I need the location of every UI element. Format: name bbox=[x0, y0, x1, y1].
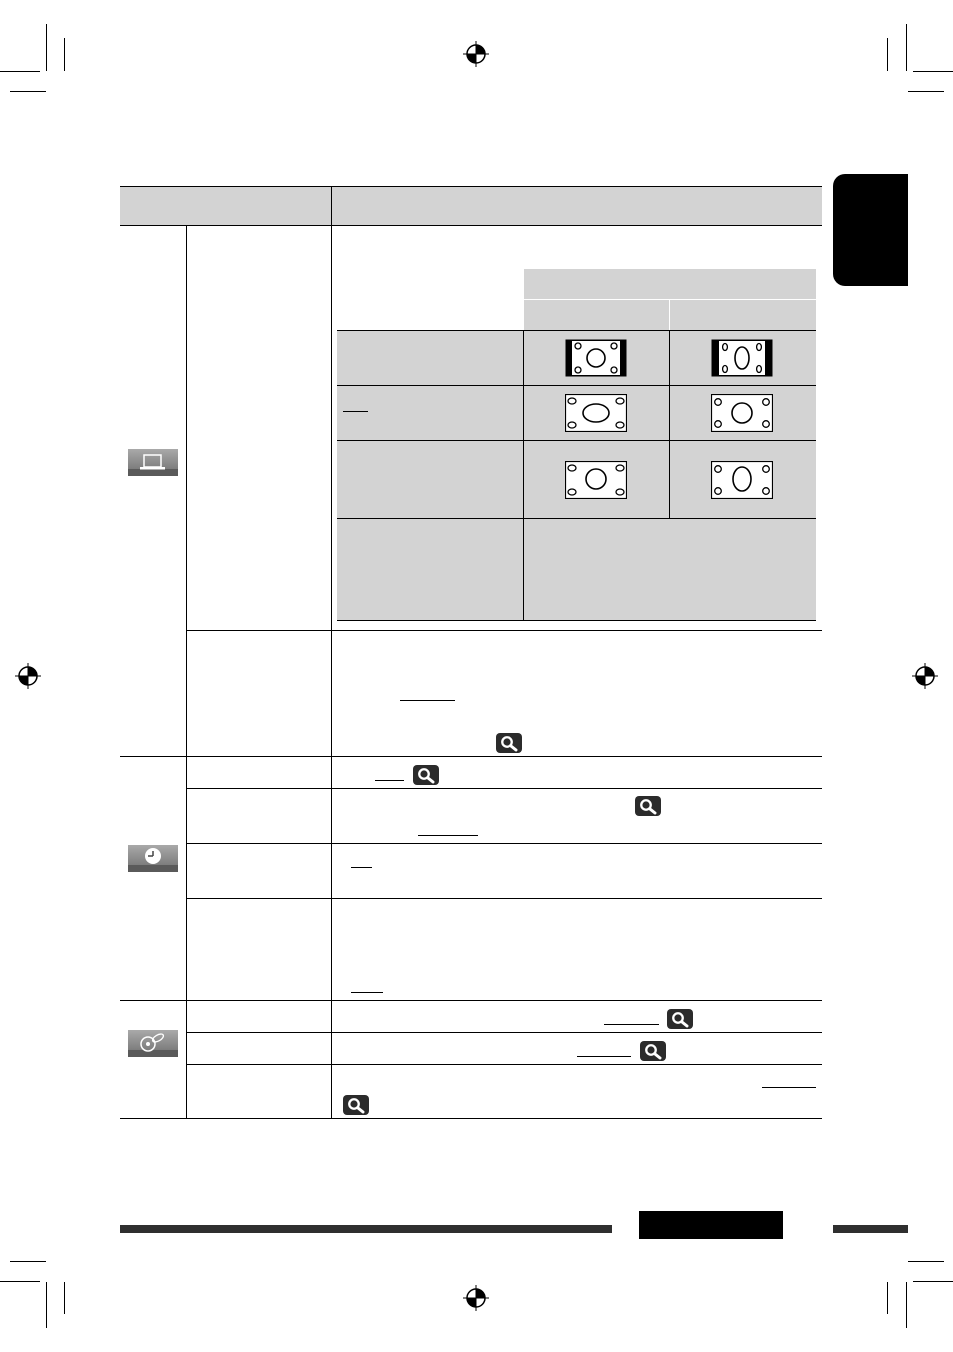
underline bbox=[418, 835, 478, 836]
subtable-divider bbox=[337, 385, 816, 386]
crop-mark bbox=[46, 24, 47, 71]
footer-bar bbox=[833, 1225, 908, 1233]
underline bbox=[577, 1056, 631, 1057]
screen-mode-icon bbox=[711, 339, 773, 377]
screen-mode-icon bbox=[711, 461, 773, 499]
table-divider bbox=[120, 225, 822, 226]
magnifier-icon bbox=[635, 796, 661, 816]
magnifier-icon bbox=[413, 765, 439, 785]
subtable-divider bbox=[524, 299, 816, 300]
crop-mark bbox=[906, 24, 907, 71]
underline bbox=[351, 992, 383, 993]
subtable-divider bbox=[669, 299, 670, 330]
subtable-divider bbox=[337, 330, 816, 331]
crop-mark bbox=[887, 38, 888, 71]
screen-mode-icon bbox=[565, 461, 627, 499]
subtable-divider bbox=[337, 518, 816, 519]
magnifier-icon bbox=[496, 733, 522, 753]
crop-mark bbox=[64, 38, 65, 71]
subtable-divider bbox=[669, 330, 670, 518]
crop-mark bbox=[908, 1261, 944, 1262]
underline bbox=[343, 411, 368, 412]
table-divider bbox=[186, 898, 822, 899]
subtable-divider bbox=[337, 440, 816, 441]
crop-mark bbox=[913, 71, 953, 72]
subtable-divider bbox=[524, 268, 816, 269]
table-divider bbox=[186, 843, 822, 844]
underline bbox=[762, 1087, 816, 1088]
crosshair-registration-icon bbox=[912, 663, 938, 689]
subtable-divider bbox=[337, 620, 816, 621]
table-divider bbox=[186, 788, 822, 789]
crop-mark bbox=[10, 1261, 46, 1262]
clock-menu-icon bbox=[128, 845, 178, 872]
disc-menu-icon bbox=[128, 1030, 178, 1057]
underline bbox=[400, 700, 455, 701]
underline bbox=[351, 867, 372, 868]
table-divider bbox=[186, 630, 822, 631]
table-divider bbox=[120, 186, 822, 187]
table-divider bbox=[120, 1000, 822, 1001]
table-divider bbox=[186, 225, 187, 1119]
crosshair-registration-icon bbox=[15, 663, 41, 689]
crop-mark bbox=[0, 71, 40, 72]
subtable-divider bbox=[523, 330, 524, 620]
crop-mark bbox=[887, 1282, 888, 1314]
crop-mark bbox=[0, 1281, 40, 1282]
footer-bar bbox=[120, 1225, 612, 1233]
page-number-box bbox=[639, 1211, 783, 1239]
magnifier-icon bbox=[667, 1009, 693, 1029]
table-divider bbox=[186, 1032, 822, 1033]
crop-mark bbox=[46, 1282, 47, 1328]
screen-mode-icon bbox=[565, 339, 627, 377]
subtable-row bbox=[337, 519, 816, 620]
screen-mode-icon bbox=[565, 394, 627, 432]
underline bbox=[375, 780, 404, 781]
magnifier-icon bbox=[343, 1095, 369, 1115]
magnifier-icon bbox=[640, 1041, 666, 1061]
table-header bbox=[120, 186, 822, 225]
crosshair-registration-icon bbox=[463, 41, 489, 67]
table-divider bbox=[186, 1064, 822, 1065]
crop-mark bbox=[913, 1281, 953, 1282]
table-divider bbox=[120, 1118, 822, 1119]
screen-mode-icon bbox=[711, 394, 773, 432]
language-tab bbox=[833, 174, 908, 286]
crop-mark bbox=[906, 1282, 907, 1328]
underline bbox=[604, 1024, 659, 1025]
crop-mark bbox=[908, 91, 944, 92]
crop-mark bbox=[64, 1282, 65, 1314]
crop-mark bbox=[10, 91, 46, 92]
crosshair-registration-icon bbox=[463, 1285, 489, 1311]
table-divider bbox=[120, 756, 822, 757]
table-divider bbox=[331, 186, 332, 1119]
monitor-menu-icon bbox=[128, 449, 178, 476]
